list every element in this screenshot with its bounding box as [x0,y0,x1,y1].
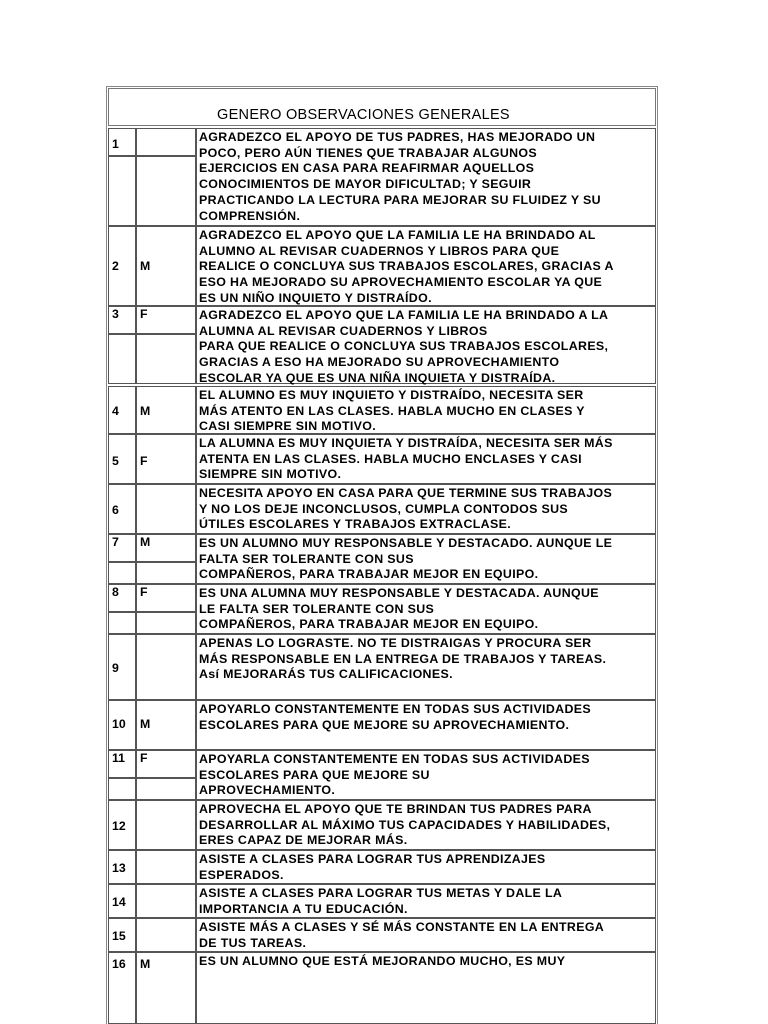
table-row [108,386,656,434]
gender-value: F [140,585,148,599]
table-row [108,484,656,534]
row-number-cell-lower [108,562,136,584]
row-number: 13 [112,861,126,875]
gender-cell-lower [136,562,196,584]
gender-cell [136,634,196,700]
observation-text: NECESITA APOYO EN CASA PARA QUE TERMINE SUS TRABAJOS Y NO LOS DEJE INCONCLUSOS, CUMPLA CONTODOS SUS ÚTILES ESCOLARES Y TRABAJOS EXTRACLASE. [199,486,613,532]
observation-text: APROVECHA EL APOYO QUE TE BRINDAN TUS PADRES PARA DESARROLLAR AL MÁXIMO TUS CAPACIDADES Y HABILIDADES, ERES CAPAZ DE MEJORAR MÁS. [199,802,611,848]
observation-text: ES UNA ALUMNA MUY RESPONSABLE Y DESTACADA. AUNQUE LE FALTA SER TOLERANTE CON SUS COMPAÑEROS, PARA TRABAJAR MEJOR EN EQUIPO. [199,586,599,632]
gender-value: M [140,259,151,273]
row-number: 10 [112,717,126,731]
observation-text: APOYARLA CONSTANTEMENTE EN TODAS SUS ACTIVIDADES ESCOLARES PARA QUE MEJORE SU APROVECHAMIENTO. [199,752,590,798]
row-number: 5 [112,454,119,468]
row-number: 9 [112,661,119,675]
observation-cell [196,386,656,434]
row-number: 8 [112,585,119,599]
gender-cell [136,850,196,884]
gender-cell [136,952,196,1024]
row-number-cell [108,634,136,700]
gender-cell [136,434,196,484]
gender-cell [136,700,196,750]
table-row [108,750,656,800]
row-number-cell-lower [108,334,136,384]
gender-cell [136,800,196,850]
row-number-cell-lower [108,612,136,634]
observation-text: AGRADEZCO EL APOYO DE TUS PADRES, HAS MEJORADO UN POCO, PERO AÚN TIENES QUE TRABAJAR ALGUNOS EJERCICIOS EN CASA PARA REAFIRMAR AQUELLOS CONOCIMIENTOS DE MAYOR DIFICULTAD; Y SEGUIR PRACTICANDO LA LECTURA PARA MEJORAR SU FLUIDEZ Y SU COMPRENSIÓN. [199,130,601,223]
observation-text: LA ALUMNA ES MUY INQUIETA Y DISTRAÍDA, NECESITA SER MÁS ATENTA EN LAS CLASES. HABLA MUCHO ENCLASES Y CASI SIEMPRE SIN MOTIVO. [199,436,613,482]
gender-value: M [140,957,151,971]
table-row [108,434,656,484]
gender-value: M [140,717,151,731]
gender-cell [136,484,196,534]
row-number-cell [108,800,136,850]
row-number-cell [108,434,136,484]
row-number: 16 [112,957,126,971]
row-number: 6 [112,503,119,517]
observation-cell [196,226,656,306]
table-row [108,700,656,750]
table-row [108,584,656,634]
gender-cell [136,918,196,952]
observation-cell [196,484,656,534]
row-number-cell [108,534,136,562]
table-row [108,634,656,700]
gender-cell [136,884,196,918]
gender-value: F [140,454,148,468]
row-number: 3 [112,307,119,321]
observation-cell [196,850,656,884]
observation-text: AGRADEZCO EL APOYO QUE LA FAMILIA LE HA BRINDADO AL ALUMNO AL REVISAR CUADERNOS Y LIBROS PARA QUE REALICE O CONCLUYA SUS TRABAJOS ESCOLARES, GRACIAS A ESO HA MEJORADO SU APROVECHAMIENTO ESCOLAR YA QUE ES UN NIÑO INQUIETO Y DISTRAÍDO. [199,228,614,305]
observation-text: ASISTE A CLASES PARA LOGRAR TUS METAS Y DALE LA IMPORTANCIA A TU EDUCACIÓN. [199,886,563,916]
table-row [108,918,656,952]
gender-cell [136,306,196,334]
gender-cell-lower [136,612,196,634]
row-number-cell [108,750,136,778]
gender-cell [136,534,196,562]
gender-cell [136,750,196,778]
gender-value: M [140,404,151,418]
row-number: 11 [112,751,125,765]
observation-cell [196,800,656,850]
observation-cell [196,952,656,1024]
gender-cell-lower [136,778,196,800]
table-row [108,800,656,850]
table-row [108,306,656,384]
observation-text: ASISTE MÁS A CLASES Y SÉ MÁS CONSTANTE EN LA ENTREGA DE TUS TAREAS. [199,920,605,950]
observation-cell [196,128,656,226]
gender-cell [136,584,196,612]
gender-cell [136,386,196,434]
observation-cell [196,306,656,384]
observation-text: AGRADEZCO EL APOYO QUE LA FAMILIA LE HA BRINDADO A LA ALUMNA AL REVISAR CUADERNOS Y LIBROS PARA QUE REALICE O CONCLUYA SUS TRABAJOS ESCOLARES, GRACIAS A ESO HA MEJORADO SU APROVECHAMIENTO ESCOLAR YA QUE ES UNA NIÑA INQUIETA Y DISTRAÍDA. [199,308,609,385]
observation-cell [196,434,656,484]
table-row [108,534,656,584]
observation-cell [196,918,656,952]
row-number-cell [108,484,136,534]
table-row [108,850,656,884]
gender-cell-lower [136,334,196,384]
row-number: 7 [112,535,119,549]
observation-cell [196,634,656,700]
observation-text: ES UN ALUMNO MUY RESPONSABLE Y DESTACADO. AUNQUE LE FALTA SER TOLERANTE CON SUS COMPAÑEROS, PARA TRABAJAR MEJOR EN EQUIPO. [199,536,613,582]
observation-cell [196,750,656,800]
observation-text: ASISTE A CLASES PARA LOGRAR TUS APRENDIZAJES ESPERADOS. [199,852,546,882]
row-number-cell [108,584,136,612]
gender-value: F [140,751,148,765]
row-number-cell [108,952,136,1024]
row-number-cell [108,226,136,306]
row-number-cell-lower [108,778,136,800]
gender-cell [136,226,196,306]
row-number-cell [108,850,136,884]
row-number: 12 [112,819,126,833]
row-number-cell [108,306,136,334]
table-title: GENERO OBSERVACIONES GENERALES [217,107,510,123]
row-number-cell [108,386,136,434]
observation-text: ES UN ALUMNO QUE ESTÁ MEJORANDO MUCHO, ES MUY [199,954,566,968]
observation-cell [196,884,656,918]
row-number-cell [108,884,136,918]
row-number: 15 [112,929,126,943]
table-row [108,226,656,306]
row-number: 1 [112,137,119,151]
table-row [108,952,656,1024]
gender-cell [136,128,196,156]
table-row [108,884,656,918]
observation-cell [196,584,656,634]
observation-cell [196,534,656,584]
row-number-cell [108,700,136,750]
row-number-cell-lower [108,156,136,226]
gender-value: F [140,307,148,321]
observation-cell [196,700,656,750]
row-number-cell [108,918,136,952]
row-number: 2 [112,259,119,273]
observation-text: EL ALUMNO ES MUY INQUIETO Y DISTRAÍDO, NECESITA SER MÁS ATENTO EN LAS CLASES. HABLA MUCHO EN CLASES Y CASI SIEMPRE SIN MOTIVO. [199,388,585,434]
row-number: 14 [112,895,126,909]
table-row [108,128,656,226]
row-number-cell [108,128,136,156]
observation-text: APOYARLO CONSTANTEMENTE EN TODAS SUS ACTIVIDADES ESCOLARES PARA QUE MEJORE SU APROVECHAMIENTO. [199,702,591,732]
row-number: 4 [112,404,119,418]
gender-cell-lower [136,156,196,226]
observation-text: APENAS LO LOGRASTE. NO TE DISTRAIGAS Y PROCURA SER MÁS RESPONSABLE EN LA ENTREGA DE TRABAJOS Y TAREAS. Así MEJORARÁS TUS CALIFICACIONES. [199,636,607,682]
gender-value: M [140,535,151,549]
